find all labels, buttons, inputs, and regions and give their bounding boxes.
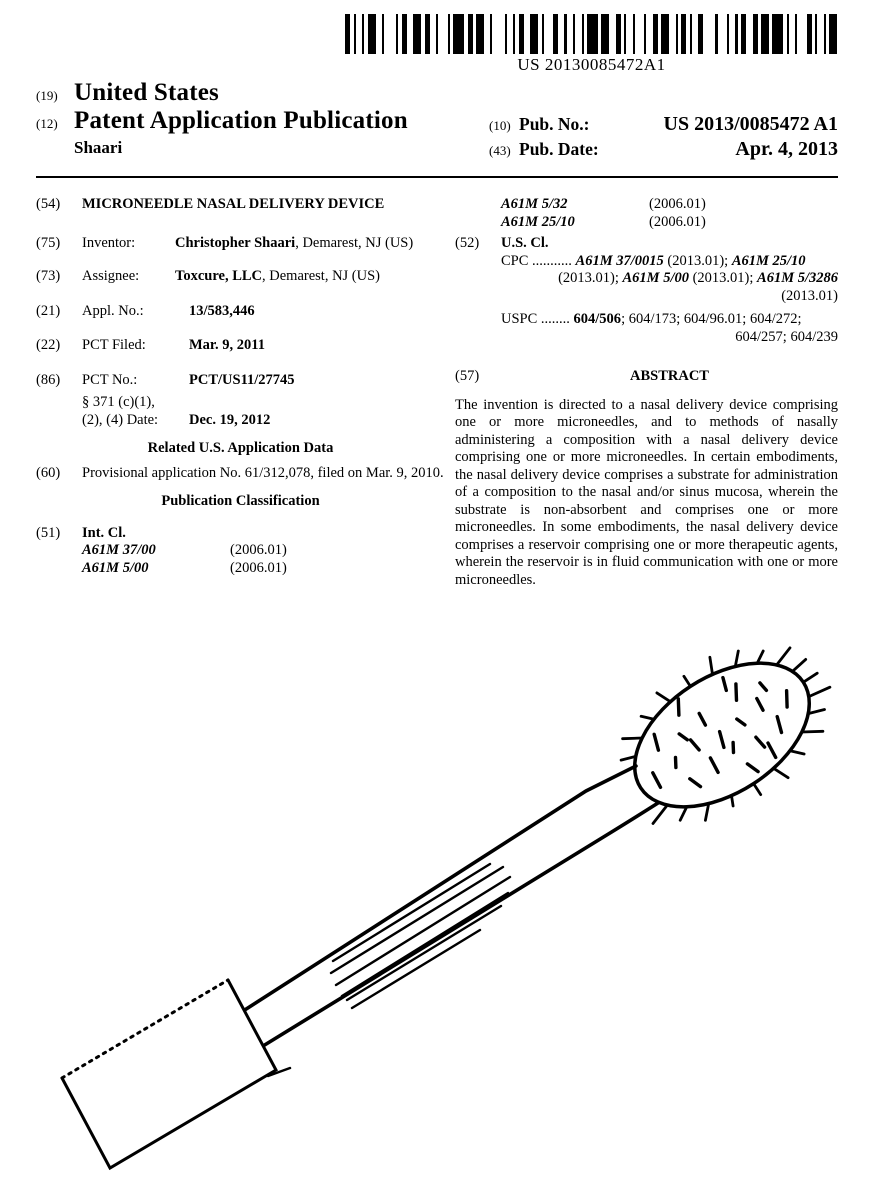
related-data-row <box>36 465 445 483</box>
appl-no-label: Appl. No.: <box>82 302 144 319</box>
pct-no-row <box>36 372 445 390</box>
class-year: (2006.01) <box>649 196 706 212</box>
cpc-code: A61M 5/3286 <box>757 270 838 286</box>
field-num-73: (73) <box>36 268 61 284</box>
bibliography-right-column <box>455 196 838 589</box>
int-cl-row <box>36 525 445 543</box>
applicant-surname: Shaari <box>74 138 123 157</box>
class-code: A61M 5/00 <box>82 559 149 576</box>
int-cl-entry <box>501 214 838 232</box>
class-code: A61M 37/00 <box>82 542 156 558</box>
cpc-line-1 <box>501 253 838 271</box>
appl-no-value: 13/583,446 <box>189 302 255 319</box>
country-title: United States <box>74 79 219 106</box>
cpc-year: (2013.01); <box>663 252 732 269</box>
cpc-dots: ........... <box>532 252 576 269</box>
assignee-name: Toxcure, LLC <box>175 268 263 284</box>
inventor-name: Christopher Shaari <box>175 234 296 251</box>
section-371-line2-row <box>82 412 270 430</box>
cpc-line-3: (2013.01) <box>781 287 838 304</box>
cpc-code: A61M 5/00 <box>622 270 689 286</box>
section-371-row <box>36 394 445 429</box>
header-divider <box>36 176 838 178</box>
pct-no-label: PCT No.: <box>82 371 138 388</box>
uspc-dots: ........ <box>540 311 574 327</box>
abstract-text: The invention is directed to a nasal delivery device comprising one or more microneedles, and to methods of nasally administering a composition with a nasal delivery device comprising one or more microneedles. In certain embodiments, the nasal delivery device comprises a substrate for administration of a composition to the nasal and/or sinus mucosa, wherein the substrate is non-absorbent and comprises one or more microneedles. In some embodiments, the nasal delivery device comprises a reservoir comprising one or more therapeutic agents, wherein the reservoir is in fluid communication with one or more microneedles. <box>455 396 838 588</box>
shaft-lower-line <box>263 803 658 1046</box>
section-371-line2: (2), (4) Date: <box>82 411 159 428</box>
field-num-86: (86) <box>36 371 61 388</box>
kind-code-10: (10) <box>489 118 511 133</box>
int-cl-entry <box>501 196 838 214</box>
uspc-primary-class: 604/506 <box>573 311 622 327</box>
header-right <box>489 112 838 162</box>
class-code: A61M 5/32 <box>501 196 568 212</box>
section-371-line1: § 371 (c)(1), <box>82 394 155 410</box>
field-num-60: (60) <box>36 464 61 481</box>
shaft-upper-line <box>240 766 636 1013</box>
kind-code-19: (19) <box>36 88 58 103</box>
assignee-address: , Demarest, NJ (US) <box>262 268 381 284</box>
pct-filed-value: Mar. 9, 2011 <box>189 337 265 353</box>
assignee-label: Assignee: <box>82 268 140 284</box>
inventor-label: Inventor: <box>82 234 136 251</box>
related-data-heading: Related U.S. Application Data <box>147 440 334 456</box>
class-code: A61M 25/10 <box>501 213 575 230</box>
pub-no-value: US 2013/0085472 A1 <box>663 113 838 135</box>
handle-body <box>62 980 276 1168</box>
cpc-line-2 <box>501 270 838 288</box>
int-cl-label: Int. Cl. <box>82 524 126 541</box>
kind-code-12: (12) <box>36 116 58 131</box>
inventor-address: , Demarest, NJ (US) <box>295 234 414 251</box>
field-num-22: (22) <box>36 337 61 353</box>
cpc-block <box>501 253 838 347</box>
int-cl-entry <box>82 542 445 560</box>
class-year: (2006.01) <box>230 542 287 558</box>
field-num-21: (21) <box>36 302 61 319</box>
cpc-code: A61M 37/0015 <box>575 252 664 269</box>
abstract-heading-row <box>455 368 838 386</box>
abstract-heading: ABSTRACT <box>630 368 709 384</box>
bibliography-left-column <box>36 196 445 577</box>
cpc-code: A61M 25/10 <box>731 252 806 269</box>
pct-filed-label: PCT Filed: <box>82 337 146 353</box>
related-data-text: Provisional application No. 61/312,078, filed on Mar. 9, 2010. <box>82 464 444 481</box>
cpc-year: (2013.01); <box>558 270 623 286</box>
us-cl-label: U.S. Cl. <box>501 235 549 251</box>
publication-type: Patent Application Publication <box>74 107 408 134</box>
us-cl-row <box>455 235 838 253</box>
assignee-value <box>175 268 380 286</box>
pub-date-label: Pub. Date: <box>519 139 599 159</box>
barcode <box>345 14 838 54</box>
uspc-label: USPC <box>501 311 541 327</box>
title-row <box>36 196 445 214</box>
field-num-54: (54) <box>36 196 61 212</box>
device-figure-drawing <box>0 600 869 1200</box>
publication-classification-heading: Publication Classification <box>161 493 320 509</box>
cpc-label: CPC <box>501 252 533 269</box>
uspc-classes: ; 604/173; 604/96.01; 604/272; <box>621 311 802 327</box>
field-num-51: (51) <box>36 524 61 541</box>
kind-code-43: (43) <box>489 143 511 158</box>
section-371-block <box>82 394 270 429</box>
header-left <box>36 79 408 158</box>
pct-no-value: PCT/US11/27745 <box>189 371 295 388</box>
int-cl-entry <box>82 560 445 578</box>
barcode-number: US 20130085472A1 <box>517 55 666 74</box>
cpc-year: (2013.01); <box>688 270 758 286</box>
invention-title: MICRONEEDLE NASAL DELIVERY DEVICE <box>82 196 385 212</box>
class-year: (2006.01) <box>230 559 287 576</box>
section-371-date: Dec. 19, 2012 <box>189 411 271 428</box>
pct-filed-row <box>36 337 445 355</box>
uspc-line-1 <box>501 311 838 329</box>
field-num-52: (52) <box>455 235 480 251</box>
field-num-75: (75) <box>36 234 61 251</box>
field-num-57: (57) <box>455 368 480 384</box>
assignee-row <box>36 268 445 286</box>
inventor-value <box>175 235 413 253</box>
pub-date-value: Apr. 4, 2013 <box>735 138 838 160</box>
uspc-line-2: 604/257; 604/239 <box>735 328 838 345</box>
pub-no-label: Pub. No.: <box>519 114 590 134</box>
class-year: (2006.01) <box>649 213 706 230</box>
appl-no-row <box>36 303 445 321</box>
inventor-row <box>36 235 445 253</box>
